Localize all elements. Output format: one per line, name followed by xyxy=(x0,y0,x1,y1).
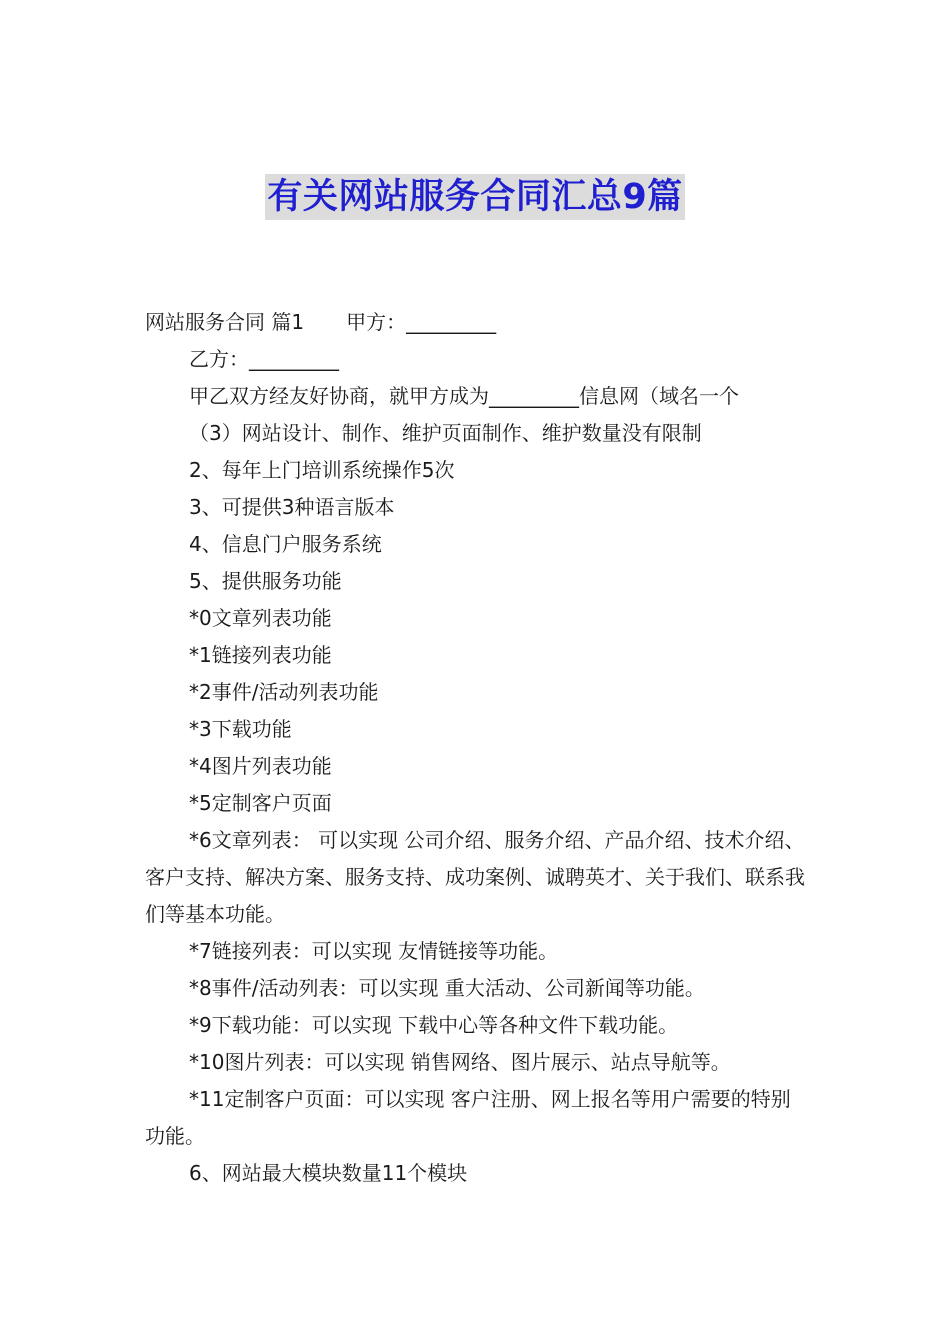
title-container xyxy=(0,174,950,220)
feature-item: *0文章列表功能 xyxy=(189,606,332,630)
feature-item: *1链接列表功能 xyxy=(189,643,332,667)
document-title: 有关网站服务合同汇总9篇 xyxy=(265,174,684,220)
paragraph-item: 2、每年上门培训系统操作5次 xyxy=(189,458,455,482)
feature-description: *6文章列表： 可以实现 公司介绍、服务介绍、产品介绍、技术介绍、客户支持、解决方案、服务支持、成功案例、诚聘英才、关于我们、联系我们等基本功能。 xyxy=(145,828,805,926)
paragraph-item: 5、提供服务功能 xyxy=(189,569,342,593)
feature-description: *7链接列表：可以实现 友情链接等功能。 xyxy=(189,939,559,963)
feature-description: *10图片列表：可以实现 销售网络、图片展示、站点导航等。 xyxy=(189,1050,731,1074)
paragraph-heading-line xyxy=(145,304,810,341)
feature-item: *3下载功能 xyxy=(189,717,292,741)
feature-description: *8事件/活动列表：可以实现 重大活动、公司新闻等功能。 xyxy=(189,976,705,1000)
paragraph-intro: 甲乙双方经友好协商，就甲方成为_________信息网（域名一个 xyxy=(189,384,739,408)
feature-item: *5定制客户页面 xyxy=(189,791,332,815)
paragraph-item: 3、可提供3种语言版本 xyxy=(189,495,395,519)
paragraph-item: 4、信息门户服务系统 xyxy=(189,532,382,556)
feature-item: *4图片列表功能 xyxy=(189,754,332,778)
party-b-field: 乙方：_________ xyxy=(189,347,339,371)
feature-description: *11定制客户页面：可以实现 客户注册、网上报名等用户需要的特别功能。 xyxy=(145,1087,791,1148)
paragraph-item: 6、网站最大模块数量11个模块 xyxy=(189,1161,468,1185)
paragraph-item: （3）网站设计、制作、维护页面制作、维护数量没有限制 xyxy=(189,421,702,445)
feature-item: *2事件/活动列表功能 xyxy=(189,680,379,704)
feature-description: *9下载功能：可以实现 下载中心等各种文件下载功能。 xyxy=(189,1013,679,1037)
section-heading: 网站服务合同 篇1 xyxy=(145,310,305,334)
document-body xyxy=(145,304,810,1192)
party-a-field: 甲方：_________ xyxy=(346,310,497,334)
